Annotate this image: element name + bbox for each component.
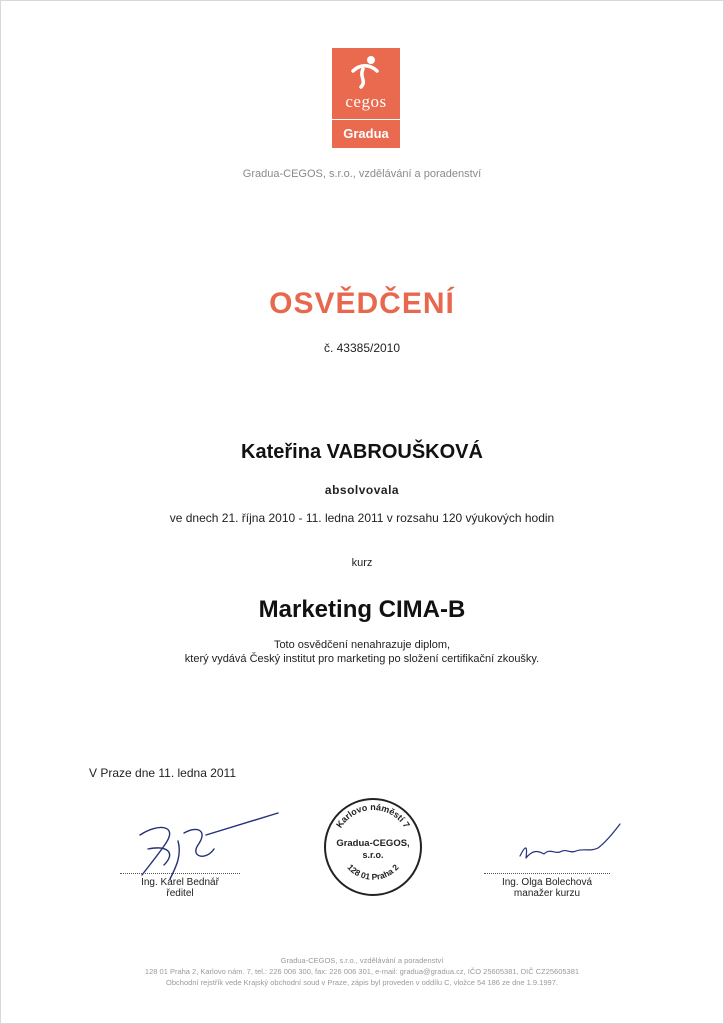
logo-sub-text: Gradua: [332, 119, 400, 148]
logo-brand-text: cegos: [345, 92, 387, 111]
stamp-top-arc: Karlovo náměstí 7: [334, 801, 412, 830]
course-label: kurz: [351, 557, 373, 569]
signatory-right-name: Ing. Olga Bolechová: [501, 877, 593, 888]
stamp-center-line-2: s.r.o.: [362, 850, 384, 860]
signature-right: [510, 818, 630, 868]
cegos-figure-icon: [349, 53, 383, 89]
footer: [0, 955, 724, 988]
stamp-center-line-1: Gradua-CEGOS,: [336, 838, 410, 849]
course-period: ve dnech 21. října 2010 - 11. ledna 2011 v rozsahu 120 výukových hodin: [169, 511, 555, 525]
certificate-title: OSVĚDČENÍ: [269, 287, 455, 320]
company-line: Gradua-CEGOS, s.r.o., vzdělávání a poradenství: [242, 168, 482, 180]
course-name: Marketing CIMA-B: [258, 596, 466, 623]
signatory-right: [484, 873, 610, 899]
certificate-number: č. 43385/2010: [323, 341, 401, 355]
certificate-note: [0, 638, 724, 666]
footer-line-2: 128 01 Praha 2, Karlovo nám. 7, tel.: 226 006 300, fax: 226 006 301, e-mail: gradua@gradua.cz, IČO 25605381, DIČ CZ25605381: [144, 967, 580, 976]
signatory-left-role: ředitel: [166, 888, 194, 899]
svg-text:Karlovo náměstí 7: [334, 802, 412, 830]
recipient-name: Kateřina VABROUŠKOVÁ: [241, 441, 483, 463]
signature-line-left: [120, 873, 240, 874]
stamp-bottom-arc: 128 01 Praha 2: [345, 862, 401, 882]
completed-label: absolvovala: [324, 483, 400, 497]
signatory-left-name: Ing. Karel Bednář: [141, 877, 219, 888]
signatory-right-role: manažer kurzu: [513, 888, 581, 899]
company-stamp: [322, 796, 424, 898]
cegos-gradua-logo: [332, 48, 400, 148]
note-line-2: který vydává Český institut pro marketing po složení certifikační zkoušky.: [184, 653, 540, 665]
place-date: V Praze dne 11. ledna 2011: [89, 766, 236, 780]
signature-line-right: [484, 873, 610, 874]
svg-text:128 01 Praha 2: [345, 862, 400, 882]
footer-line-1: Gradua-CEGOS, s.r.o., vzdělávání a poradenství: [280, 956, 444, 965]
signatory-left: [120, 873, 240, 899]
footer-line-3: Obchodní rejstřík vede Krajský obchodní soud v Praze, zápis byl proveden v oddílu C, vložce 54 186 ze dne 1.9.1997.: [166, 978, 558, 987]
note-line-1: Toto osvědčení nenahrazuje diplom,: [273, 639, 451, 651]
